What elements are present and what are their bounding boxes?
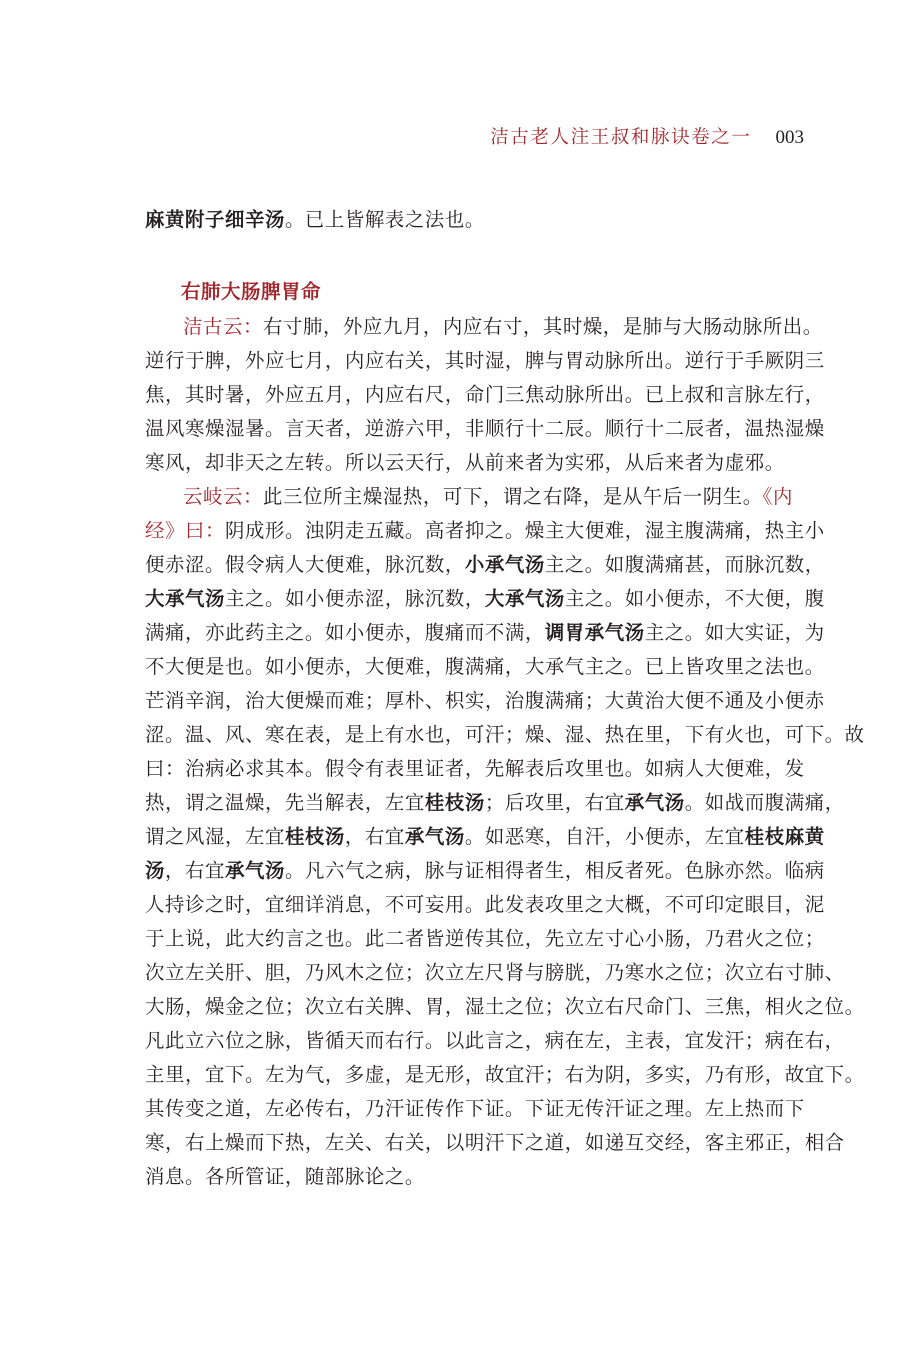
paragraph-line — [145, 582, 825, 616]
paragraph-line — [145, 480, 805, 514]
intro-text: 。已上皆解表之法也。 — [284, 208, 485, 231]
paragraph-line — [145, 820, 825, 854]
paragraph-line — [145, 310, 823, 344]
line-text: 此三位所主燥湿热，可下，谓之右降，是从午后一阴生。 — [262, 485, 763, 508]
line-text: ；后攻里，右宜 — [484, 791, 625, 814]
line-text: 主之。如腹满痛甚，而脉沉数， — [544, 553, 825, 576]
line-text: ，右宜 — [344, 825, 405, 848]
formula-name: 大承气汤 — [484, 587, 565, 610]
formula-name: 承气汤 — [624, 791, 685, 814]
paragraph-line: 大肠，燥金之位；次立右关脾、胃，湿土之位；次立右尺命门、三焦，相火之位。 — [145, 995, 865, 1018]
line-text: 满痛，亦此药主之。如小便赤，腹痛而不满， — [145, 621, 545, 644]
body-text — [145, 203, 865, 1194]
formula-name: 承气汤 — [404, 825, 465, 848]
paragraph-line: 消息。各所管证，随部脉论之。 — [145, 1165, 425, 1188]
section-title: 右肺大肠脾胃命 — [181, 280, 321, 303]
page-number: 003 — [775, 127, 804, 148]
formula-name: 桂枝汤 — [284, 825, 345, 848]
line-text: 。如战而腹满痛， — [684, 791, 845, 814]
speaker-label: 云岐云： — [183, 485, 263, 508]
paragraph-line: 寒风，却非天之左转。所以云天行，从前来者为实邪，从后来者为虚邪。 — [145, 451, 785, 474]
neijing-quote: 《内 — [762, 485, 794, 508]
formula-name: 汤 — [145, 859, 165, 882]
line-text: 。如恶寒，自汗，小便赤，左宜 — [464, 825, 745, 848]
paragraph-line: 逆行于脾，外应七月，内应右关，其时湿，脾与胃动脉所出。逆行于手厥阴三 — [145, 349, 825, 372]
line-text: 谓之风湿，左宜 — [145, 825, 285, 848]
running-header-title: 洁古老人注王叔和脉诀卷之一 — [490, 127, 752, 148]
line-text: 阴成形。浊阴走五藏。高者抑之。燥主大便难，湿主腹满痛，热主小 — [224, 519, 825, 542]
paragraph-line — [145, 786, 845, 820]
running-header — [490, 124, 804, 152]
paragraph-line — [145, 616, 825, 650]
paragraph-line: 温风寒燥湿暑。言天者，逆游六甲，非顺行十二辰。顺行十二辰者，温热湿燥 — [145, 417, 825, 440]
paragraph-line: 其传变之道，左必传右，乃汗证传作下证。下证无传汗证之理。左上热而下 — [145, 1097, 805, 1120]
line-text: 便赤涩。假令病人大便难，脉沉数， — [145, 553, 465, 576]
formula-name: 大承气汤 — [145, 587, 225, 610]
line-text: 主之。如小便赤，不大便，腹 — [564, 587, 825, 610]
paragraph-line: 人持诊之时，宜细详消息，不可妄用。此发表攻里之大概，不可印定眼目，泥 — [145, 893, 825, 916]
paragraph-line: 焦，其时暑，外应五月，内应右尺，命门三焦动脉所出。已上叔和言脉左行， — [145, 383, 825, 406]
paragraph-line: 芒消辛润，治大便燥而难；厚朴、枳实，治腹满痛；大黄治大便不通及小便赤 — [145, 689, 825, 712]
paragraph-line: 寒，右上燥而下热，左关、右关，以明汗下之道，如递互交经，客主邪正，相合 — [145, 1131, 845, 1154]
formula-name: 小承气汤 — [464, 553, 545, 576]
intro-line — [145, 203, 805, 237]
line-text: 主之。如小便赤涩，脉沉数， — [224, 587, 485, 610]
paragraph-line — [145, 854, 825, 888]
line-text: 右寸肺，外应九月，内应右寸，其时燥，是肺与大肠动脉所出。 — [262, 315, 823, 338]
paragraph-line: 于上说，此大约言之也。此二者皆逆传其位，先立左寸心小肠，乃君火之位； — [145, 927, 825, 950]
line-text: 。凡六气之病，脉与证相得者生，相反者死。色脉亦然。临病 — [284, 859, 825, 882]
paragraph-line: 次立左关肝、胆，乃风木之位；次立左尺肾与膀胱，乃寒水之位；次立右寸肺、 — [145, 961, 845, 984]
paragraph-line — [145, 548, 825, 582]
formula-name: 调胃承气汤 — [544, 621, 645, 644]
line-text: 主之。如大实证，为 — [644, 621, 825, 644]
formula-name: 桂枝汤 — [424, 791, 485, 814]
paragraph-line: 曰：治病必求其本。假令有表里证者，先解表后攻里也。如病人大便难，发 — [145, 757, 805, 780]
line-text: 热，谓之温燥，先当解表，左宜 — [145, 791, 425, 814]
formula-name: 麻黄附子细辛汤 — [145, 208, 285, 231]
paragraph-line: 涩。温、风、寒在表，是上有水也，可汗；燥、湿、热在里，下有火也，可下。故 — [145, 723, 865, 746]
paragraph-line: 不大便是也。如小便赤，大便难，腹满痛，大承气主之。已上皆攻里之法也。 — [145, 655, 825, 678]
paragraph-line — [145, 514, 825, 548]
line-text: ，右宜 — [165, 859, 225, 882]
speaker-label: 洁古云： — [183, 315, 263, 338]
paragraph-line: 主里，宜下。左为气，多虚，是无形，故宜汗；右为阴，多实，乃有形，故宜下。 — [145, 1063, 865, 1086]
formula-name: 承气汤 — [224, 859, 285, 882]
formula-name: 桂枝麻黄 — [744, 825, 825, 848]
paragraph-line: 凡此立六位之脉，皆循天而右行。以此言之，病在左，主表，宜发汗；病在右， — [145, 1029, 845, 1052]
neijing-quote: 经》曰： — [145, 519, 225, 542]
